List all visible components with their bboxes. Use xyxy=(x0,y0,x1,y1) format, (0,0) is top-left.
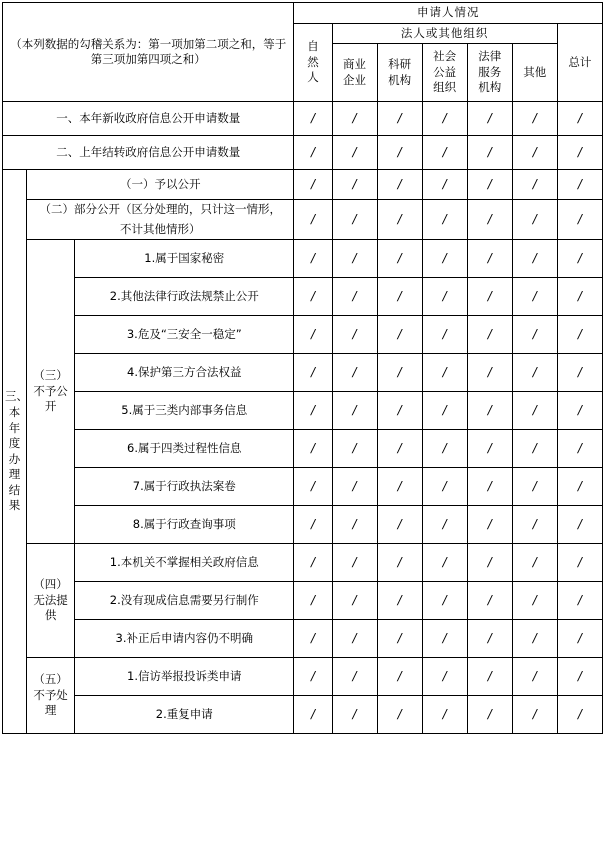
row-label-duplicate-request: 2.重复申请 xyxy=(75,696,294,734)
row-label-internal-affairs-info: 5.属于三类内部事务信息 xyxy=(75,392,294,430)
cell-value: / xyxy=(557,430,602,468)
cell-value: / xyxy=(512,582,557,620)
row-label-not-held-by-agency: 1.本机关不掌握相关政府信息 xyxy=(75,544,294,582)
header-legal-or-other-org: 法人或其他组织 xyxy=(332,23,557,44)
table-row xyxy=(3,170,603,200)
cell-value: / xyxy=(512,506,557,544)
cell-value: / xyxy=(512,696,557,734)
cell-value: / xyxy=(467,240,512,278)
cell-value: / xyxy=(557,392,602,430)
table-row xyxy=(3,430,603,468)
cell-value: / xyxy=(294,582,332,620)
cell-value: / xyxy=(294,430,332,468)
cell-value: / xyxy=(332,696,377,734)
cell-value: / xyxy=(332,620,377,658)
cell-value: / xyxy=(557,240,602,278)
group-label-not-disclosed: （三）不予公开 xyxy=(27,240,75,544)
cell-value: / xyxy=(512,620,557,658)
cell-value: / xyxy=(332,102,377,136)
cell-value: / xyxy=(377,316,422,354)
table-row xyxy=(3,696,603,734)
cell-value: / xyxy=(377,544,422,582)
cell-value: / xyxy=(512,278,557,316)
cell-value: / xyxy=(512,102,557,136)
cell-value: / xyxy=(377,278,422,316)
cell-value: / xyxy=(332,354,377,392)
cell-value: / xyxy=(377,392,422,430)
cell-value: / xyxy=(422,278,467,316)
header-col-commercial-enterprise: 商业 企业 xyxy=(332,44,377,102)
document-page xyxy=(0,2,606,862)
cell-value: / xyxy=(294,136,332,170)
cell-value: / xyxy=(467,200,512,240)
cell-value: / xyxy=(512,430,557,468)
note-cell: （本列数据的勾稽关系为：第一项加第二项之和，等于第三项加第四项之和） xyxy=(3,3,294,102)
group-label-not-processed: （五）不予处理 xyxy=(27,658,75,734)
cell-value: / xyxy=(422,392,467,430)
cell-value: / xyxy=(422,240,467,278)
cell-value: / xyxy=(294,316,332,354)
cell-value: / xyxy=(557,506,602,544)
cell-value: / xyxy=(512,544,557,582)
cell-value: / xyxy=(467,392,512,430)
table-row xyxy=(3,316,603,354)
table-row xyxy=(3,200,603,220)
cell-value: / xyxy=(294,658,332,696)
cell-value: / xyxy=(332,316,377,354)
cell-value: / xyxy=(467,136,512,170)
header-col-social-welfare-org: 社会 公益 组织 xyxy=(422,44,467,102)
cell-value: / xyxy=(377,506,422,544)
cell-value: / xyxy=(332,658,377,696)
cell-value: / xyxy=(377,430,422,468)
row-label-disclose: （一）予以公开 xyxy=(27,170,294,200)
cell-value: / xyxy=(377,620,422,658)
table-row xyxy=(3,620,603,658)
cell-value: / xyxy=(332,430,377,468)
cell-value: / xyxy=(422,430,467,468)
cell-value: / xyxy=(557,468,602,506)
row-label-carryover-requests: 二、上年结转政府信息公开申请数量 xyxy=(3,136,294,170)
cell-value: / xyxy=(294,468,332,506)
header-total: 总计 xyxy=(557,23,602,102)
row-label-administrative-inquiry-matter: 8.属于行政查询事项 xyxy=(75,506,294,544)
cell-value: / xyxy=(377,200,422,240)
cell-value: / xyxy=(512,392,557,430)
cell-value: / xyxy=(332,170,377,200)
cell-value: / xyxy=(294,696,332,734)
cell-value: / xyxy=(467,620,512,658)
row-label-third-party-rights: 4.保护第三方合法权益 xyxy=(75,354,294,392)
cell-value: / xyxy=(512,200,557,240)
table-row xyxy=(3,392,603,430)
section-label-annual-results: 三、本年度办理结果 xyxy=(3,170,27,734)
cell-value: / xyxy=(422,658,467,696)
table-row xyxy=(3,506,603,544)
cell-value: / xyxy=(422,354,467,392)
cell-value: / xyxy=(377,102,422,136)
row-label-petition-complaint-request: 1.信访举报投诉类申请 xyxy=(75,658,294,696)
cell-value: / xyxy=(422,170,467,200)
table-row xyxy=(3,240,603,278)
cell-value: / xyxy=(512,316,557,354)
table-row xyxy=(3,354,603,392)
cell-value: / xyxy=(332,468,377,506)
table-row xyxy=(3,582,603,620)
cell-value: / xyxy=(422,696,467,734)
cell-value: / xyxy=(467,170,512,200)
cell-value: / xyxy=(422,620,467,658)
cell-value: / xyxy=(467,582,512,620)
row-label-three-safety-one-stability: 3.危及“三安全一稳定” xyxy=(75,316,294,354)
cell-value: / xyxy=(294,544,332,582)
cell-value: / xyxy=(422,102,467,136)
cell-value: / xyxy=(332,136,377,170)
cell-value: / xyxy=(332,278,377,316)
cell-value: / xyxy=(467,696,512,734)
cell-value: / xyxy=(557,620,602,658)
cell-value: / xyxy=(422,136,467,170)
cell-value: / xyxy=(557,658,602,696)
cell-value: / xyxy=(467,658,512,696)
table-row xyxy=(3,658,603,696)
cell-value: / xyxy=(557,102,602,136)
cell-value: / xyxy=(422,544,467,582)
cell-value: / xyxy=(467,102,512,136)
table-row xyxy=(3,544,603,582)
cell-value: / xyxy=(294,506,332,544)
row-label-process-info: 6.属于四类过程性信息 xyxy=(75,430,294,468)
cell-value: / xyxy=(512,240,557,278)
cell-value: / xyxy=(557,354,602,392)
cell-value: / xyxy=(512,354,557,392)
cell-value: / xyxy=(377,354,422,392)
cell-value: / xyxy=(512,658,557,696)
cell-value: / xyxy=(294,102,332,136)
cell-value: / xyxy=(557,316,602,354)
header-natural-person: 自 然 人 xyxy=(294,23,332,102)
table-header-row-1 xyxy=(3,3,603,24)
cell-value: / xyxy=(332,240,377,278)
cell-value: / xyxy=(467,544,512,582)
cell-value: / xyxy=(467,278,512,316)
group-label-unable-to-provide: （四）无法提供 xyxy=(27,544,75,658)
row-label-partial-disclose-line1: （二）部分公开（区分处理的，只计这一情形， xyxy=(27,200,294,220)
cell-value: / xyxy=(332,200,377,240)
row-label-partial-disclose-line2: 不计其他情形） xyxy=(27,220,294,240)
cell-value: / xyxy=(294,240,332,278)
cell-value: / xyxy=(467,506,512,544)
header-col-other: 其他 xyxy=(512,44,557,102)
cell-value: / xyxy=(422,200,467,240)
cell-value: / xyxy=(294,392,332,430)
row-label-unclear-after-correction: 3.补正后申请内容仍不明确 xyxy=(75,620,294,658)
cell-value: / xyxy=(467,468,512,506)
table-row xyxy=(3,278,603,316)
cell-value: / xyxy=(332,506,377,544)
cell-value: / xyxy=(377,240,422,278)
row-label-other-law-prohibited: 2.其他法律行政法规禁止公开 xyxy=(75,278,294,316)
cell-value: / xyxy=(294,620,332,658)
cell-value: / xyxy=(422,468,467,506)
row-label-state-secret: 1.属于国家秘密 xyxy=(75,240,294,278)
government-information-disclosure-table xyxy=(2,2,603,734)
row-label-new-requests: 一、本年新收政府信息公开申请数量 xyxy=(3,102,294,136)
cell-value: / xyxy=(377,658,422,696)
table-row xyxy=(3,136,603,170)
cell-value: / xyxy=(557,278,602,316)
cell-value: / xyxy=(332,582,377,620)
table-row xyxy=(3,102,603,136)
cell-value: / xyxy=(294,354,332,392)
header-applicant-situation: 申请人情况 xyxy=(294,3,603,24)
cell-value: / xyxy=(422,316,467,354)
cell-value: / xyxy=(557,544,602,582)
cell-value: / xyxy=(557,136,602,170)
cell-value: / xyxy=(512,468,557,506)
cell-value: / xyxy=(512,170,557,200)
cell-value: / xyxy=(294,170,332,200)
header-col-legal-service-agency: 法律 服务 机构 xyxy=(467,44,512,102)
cell-value: / xyxy=(377,170,422,200)
cell-value: / xyxy=(377,136,422,170)
cell-value: / xyxy=(467,430,512,468)
cell-value: / xyxy=(294,278,332,316)
table-row xyxy=(3,468,603,506)
cell-value: / xyxy=(332,392,377,430)
cell-value: / xyxy=(557,170,602,200)
cell-value: / xyxy=(377,582,422,620)
cell-value: / xyxy=(557,200,602,240)
cell-value: / xyxy=(467,316,512,354)
cell-value: / xyxy=(422,506,467,544)
cell-value: / xyxy=(557,696,602,734)
header-col-research-institution: 科研 机构 xyxy=(377,44,422,102)
cell-value: / xyxy=(377,696,422,734)
cell-value: / xyxy=(557,582,602,620)
cell-value: / xyxy=(512,136,557,170)
row-label-administrative-enforcement-file: 7.属于行政执法案卷 xyxy=(75,468,294,506)
cell-value: / xyxy=(377,468,422,506)
cell-value: / xyxy=(294,200,332,240)
cell-value: / xyxy=(422,582,467,620)
cell-value: / xyxy=(467,354,512,392)
row-label-needs-creation: 2.没有现成信息需要另行制作 xyxy=(75,582,294,620)
cell-value: / xyxy=(332,544,377,582)
